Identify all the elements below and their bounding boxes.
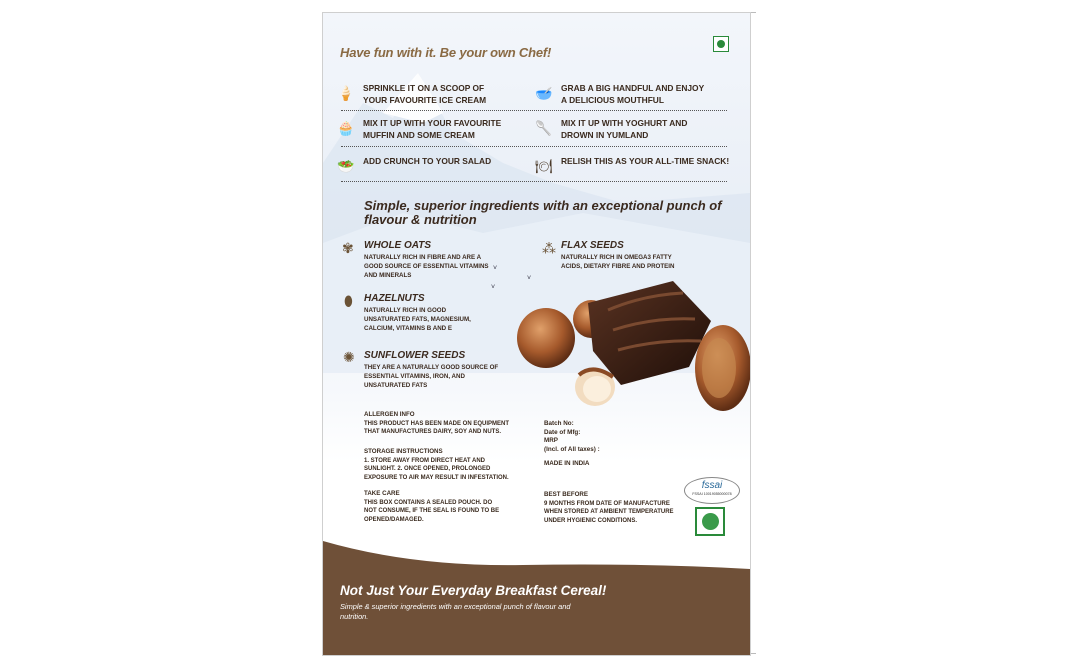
muffin-icon: 🧁 [337, 119, 355, 136]
ingredient-desc: NATURALLY RICH IN GOOD UNSATURATED FATS, MAGNESIUM, CALCIUM, VITAMINS B AND E [364, 307, 471, 332]
divider [341, 110, 727, 111]
tip-item [337, 83, 503, 106]
fssai-logo [684, 477, 740, 504]
ingredient-name: SUNFLOWER SEEDS [364, 350, 466, 361]
recycle-mark-icon [695, 507, 725, 536]
snack-icon: 🍽 [535, 157, 553, 174]
footer-wave [323, 541, 750, 655]
taxes-label: (Incl. of All taxes) : [544, 445, 600, 453]
ice-cream-icon: 🍦 [337, 84, 355, 101]
flax-icon: ⁂ [542, 240, 556, 256]
bird-icon: ˅ [491, 284, 496, 291]
wheat-icon: ✾ [342, 240, 354, 256]
tip-item [535, 118, 691, 141]
ingredient-item [364, 350, 504, 390]
footer-title: Not Just Your Everyday Breakfast Cereal! [340, 583, 607, 598]
divider [341, 181, 727, 182]
info-heading: BEST BEFORE [544, 491, 589, 498]
fssai-license: FSSAI 10019055000078 [692, 492, 732, 496]
fssai-logo-text: fssai [701, 480, 723, 491]
tip-text: SPRINKLE IT ON A SCOOP OF YOUR FAVOURITE ICE CREAM [363, 83, 487, 105]
tip-item [535, 156, 741, 176]
divider [341, 146, 727, 147]
info-text: 1. STORE AWAY FROM DIRECT HEAT AND SUNLIGHT. 2. ONCE OPENED, PROLONGED EXPOSURE TO AIR MAY RESULT IN INFESTATION. [364, 457, 509, 481]
mrp-label: MRP [544, 437, 558, 444]
tip-text: RELISH THIS AS YOUR ALL-TIME SNACK! [561, 156, 730, 166]
sunflower-icon: ✺ [343, 349, 355, 365]
best-before-info [544, 491, 674, 525]
chocolate-hazelnut-image [513, 275, 750, 415]
ingredient-name: HAZELNUTS [364, 293, 425, 304]
allergen-info [364, 411, 509, 437]
bird-icon: ˅ [527, 275, 532, 282]
take-care-info [364, 490, 506, 524]
yoghurt-pour-icon: 🥄 [535, 119, 553, 136]
salad-bowl-icon: 🥗 [337, 157, 355, 174]
handful-bowl-icon: 🥣 [535, 84, 553, 101]
origin-label: MADE IN INDIA [544, 460, 590, 467]
info-heading: STORAGE INSTRUCTIONS [364, 448, 443, 455]
storage-instructions [364, 448, 514, 482]
package-back-panel [322, 12, 751, 656]
tip-text: ADD CRUNCH TO YOUR SALAD [363, 156, 492, 166]
veg-mark-icon [713, 36, 729, 52]
tip-item [535, 83, 711, 106]
section-heading: Simple, superior ingredients with an exceptional punch of flavour & nutrition [364, 198, 722, 227]
info-text: 9 MONTHS FROM DATE OF MANUFACTURE WHEN STORED AT AMBIENT TEMPERATURE UNDER HYGIENIC CONDITIONS. [544, 500, 674, 524]
ingredient-desc: THEY ARE A NATURALLY GOOD SOURCE OF ESSENTIAL VITAMINS, IRON, AND UNSATURATED FATS [364, 364, 499, 389]
ingredient-item [561, 240, 691, 271]
bird-icon: ˅ [493, 265, 498, 272]
info-heading: TAKE CARE [364, 490, 400, 497]
tip-text: MIX IT UP WITH YOUR FAVOURITE MUFFIN AND SOME CREAM [363, 118, 502, 140]
ingredient-name: FLAX SEEDS [561, 240, 624, 251]
footer-subtitle: Simple & superior ingredients with an exceptional punch of flavour and nutrition. [340, 602, 571, 621]
info-heading: ALLERGEN INFO [364, 411, 415, 418]
ingredient-desc: NATURALLY RICH IN FIBRE AND ARE A GOOD SOURCE OF ESSENTIAL VITAMINS AND MINERALS [364, 254, 489, 279]
tip-text: MIX IT UP WITH YOGHURT AND DROWN IN YUMLAND [561, 118, 688, 140]
ingredient-item [364, 293, 489, 333]
hazelnut-icon: ⬮ [344, 293, 353, 309]
ingredient-desc: NATURALLY RICH IN OMEGA3 FATTY ACIDS, DIETARY FIBRE AND PROTEIN [561, 254, 675, 270]
tip-item [337, 118, 503, 141]
info-text: THIS BOX CONTAINS A SEALED POUCH. DO NOT CONSUME, IF THE SEAL IS FOUND TO BE OPENED/DAMAGED. [364, 499, 500, 523]
ingredient-name: WHOLE OATS [364, 240, 432, 251]
tip-text: GRAB A BIG HANDFUL AND ENJOY A DELICIOUS MOUTHFUL [561, 83, 705, 105]
tip-item [337, 156, 523, 176]
info-text: THIS PRODUCT HAS BEEN MADE ON EQUIPMENT THAT MANUFACTURES DAIRY, SOY AND NUTS. [364, 420, 510, 435]
batch-info [544, 420, 600, 469]
page-title: Have fun with it. Be your own Chef! [340, 45, 552, 60]
ingredient-item [364, 240, 489, 280]
batch-label: Batch No: [544, 420, 574, 427]
mfg-date-label: Date of Mfg: [544, 428, 581, 436]
